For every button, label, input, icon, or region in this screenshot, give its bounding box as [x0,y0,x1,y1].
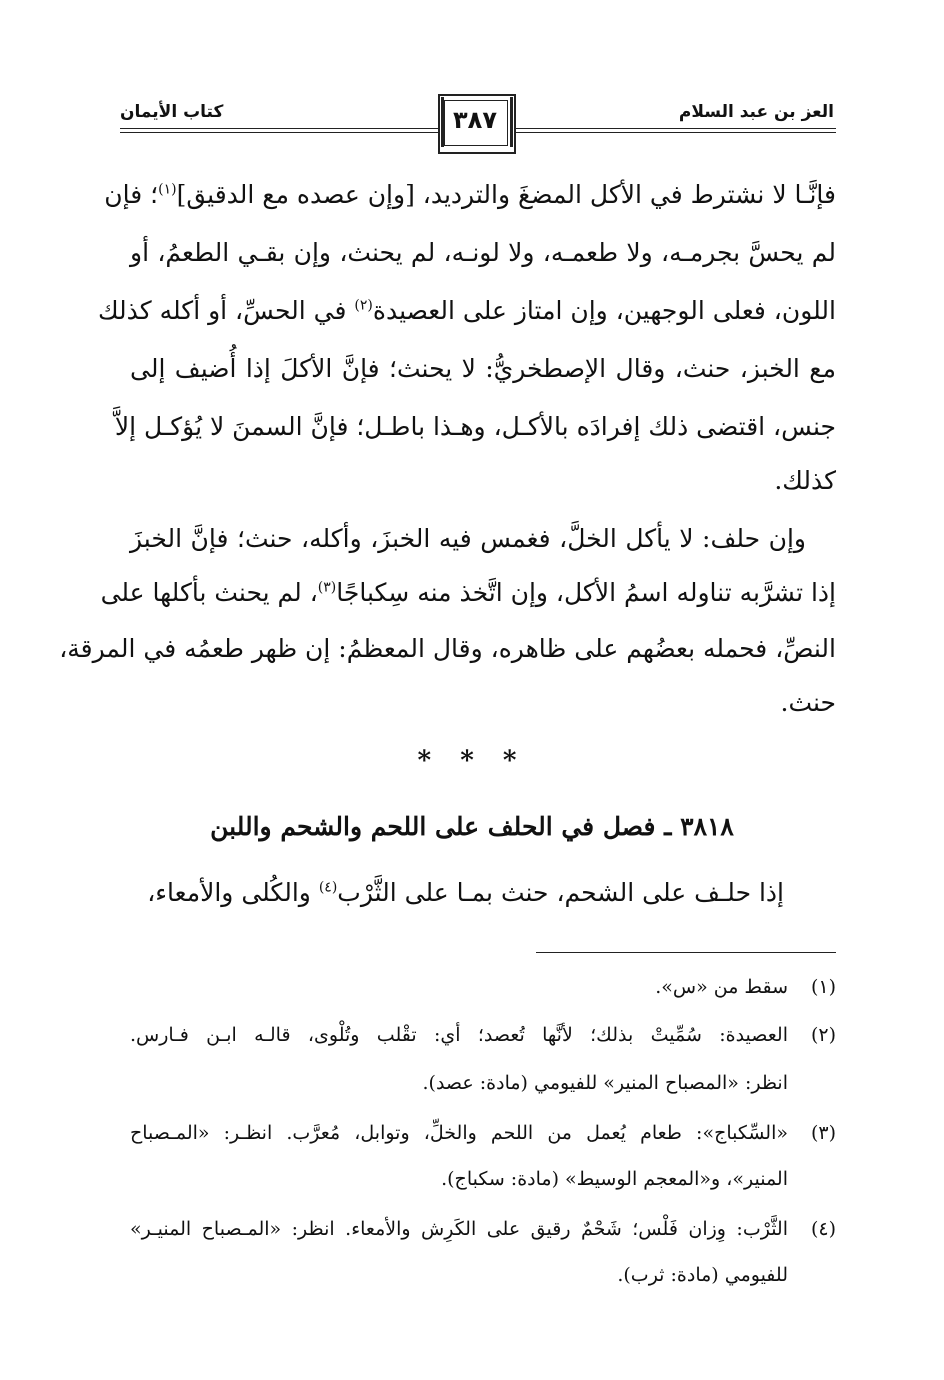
footnote-ref: (٢) [354,297,373,314]
section-heading: ٣٨١٨ ـ فصل في الحلف على اللحم والشحم واللبن [210,812,734,841]
footnote [130,1022,836,1048]
line-text: اللون، فعلى الوجهين، وإن امتاز على العصيدة [372,296,836,325]
line-text: إذا حلـف على الشحم، حنث بمـا على الثَّرْب [337,878,784,907]
body-line: جنس، اقتضى ذلك إفرادَه بالأكـل، وهـذا باطـل؛ فإنَّ السمنَ لا يُؤكـل إلاَّ [114,412,836,441]
footnote-mark: (٢) [810,1024,836,1046]
footnote-text: سقط من «س». [655,976,788,998]
line-text: في الحسِّ، أو أكله كذلك [97,296,347,325]
footnote-mark: (٤) [810,1218,836,1240]
header-chapter-title: كتاب الأيمان [120,102,224,122]
header-author-title: العز بن عبد السلام [678,102,834,122]
footnote-text: العصيدة: سُمِّيتْ بذلك؛ لأنَّها تُعصد؛ أي: تقْلب وتُلْوى، قالـه ابـن فـارس. [130,1024,788,1046]
footnote-mark: (١) [810,976,836,998]
footnote-text: «السِّكباج»: طعام يُعمل من اللحم والخلِّ، وتوابل، مُعرَّب. انظـر: «المـصباح [130,1122,788,1144]
footnote-continuation: انظر: «المصباح المنير» للفيومي (مادة: عصد). [422,1072,788,1094]
footnote-mark: (٣) [810,1122,836,1144]
body-line: لم يحسَّ بجرمـه، ولا طعمـه، ولا لونـه، لم يحنث، وإن بقـي الطعمُ، أو [130,238,836,267]
line-text: فإنَّـا لا نشترط في الأكل المضغَ والترديد، [وإن عصده مع الدقيق] [176,180,836,209]
footnote-continuation: للفيومي (مادة: ثرب). [617,1264,788,1286]
page-number-frame [438,94,516,154]
footnote [130,1216,836,1242]
footnote [655,974,836,1000]
footnote-ref: (٣) [317,579,337,596]
body-line [104,180,836,210]
footnote-text: الثَّرْب: وِزان فَلْس؛ شَحْمٌ رقيق على الكَرِش والأمعاء. انظر: «المـصباح المنيـر» [130,1218,788,1240]
body-line: كذلك. [774,466,836,495]
footnote [130,1120,836,1146]
footnote-ref: (١) [158,181,177,198]
footnote-continuation: المنير»، و«المعجم الوسيط» (مادة: سكباج). [441,1168,788,1190]
line-text: ، لم يحنث بأكلها على [100,578,318,607]
body-line: النصِّ، فحمله بعضُهم على ظاهره، وقال المعظمُ: إن ظهر طعمُه في المرقة، [59,634,836,663]
body-line: مع الخبز، حنث، وقال الإصطخريُّ: لا يحنث؛ فإنَّ الأكلَ إذا أُضيف إلى [130,354,836,383]
line-text: إذا تشرَّبه تناوله اسمُ الأكل، وإن اتَّخذ منه سِكباجًا [336,578,836,607]
section-separator: * * * [417,746,527,776]
body-line [97,296,836,326]
footnote-rule [536,952,836,953]
body-line: حنث. [780,688,836,717]
body-line [147,878,784,908]
line-text: والكُلى والأمعاء، [147,878,311,907]
frame-right-bar [510,97,513,147]
page-number: ٣٨٧ [453,106,497,134]
line-text: ؛ فإن [104,180,159,209]
body-line [100,578,836,608]
footnote-ref: (٤) [318,879,338,896]
body-line: وإن حلف: لا يأكل الخلَّ، فغمس فيه الخبزَ، وأكله، حنث؛ فإنَّ الخبزَ [130,524,806,553]
